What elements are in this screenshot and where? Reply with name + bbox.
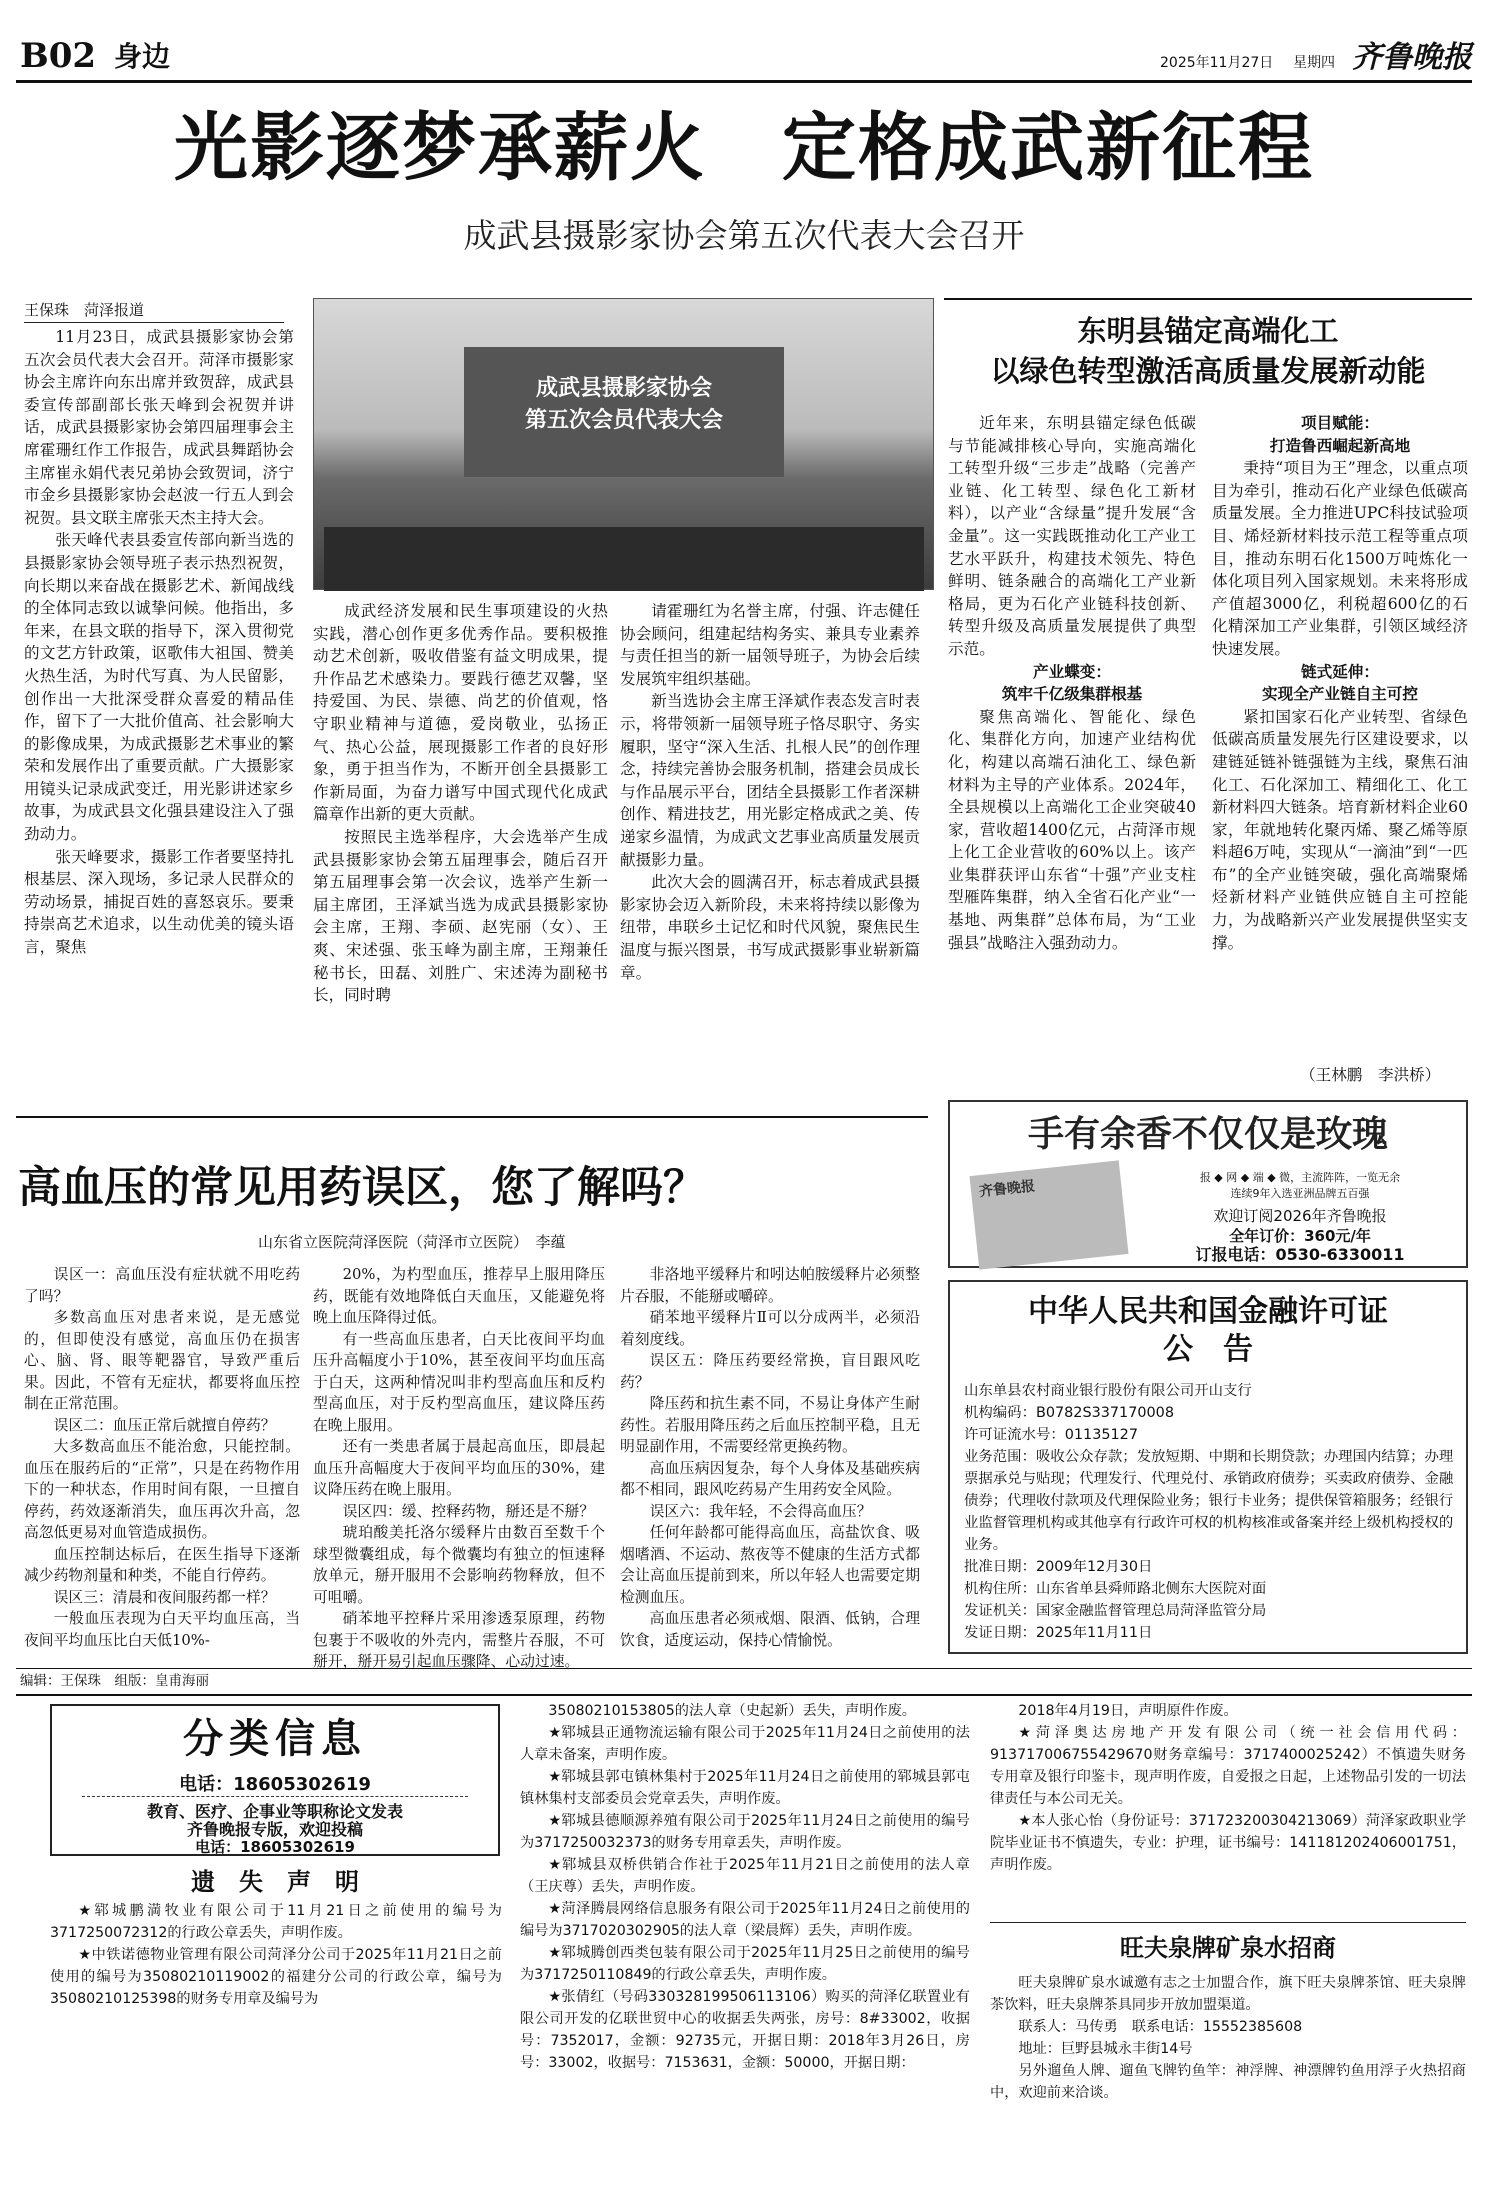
bp-paragraph: 误区五：降压药要经常换，盲目跟风吃药？ bbox=[620, 1352, 920, 1391]
recruit-ad-title: 旺夫泉牌矿泉水招商 bbox=[1120, 1934, 1336, 1962]
license-line: 业务范围：吸收公众存款；发放短期、中期和长期贷款；办理国内结算；办理票据承兑与贴现；代理发行、代理兑付、承销政府债券；买卖政府债券、金融债券；代理收付款项及代理保险业务；银行卡业务；提供保管箱服务；经银行业监督管理机构或其他享有行政许可权的机构核准或备案并经上级机构授权的业务。 bbox=[964, 1449, 1454, 1553]
ad-tagline-2: 连续9年入选亚洲品牌五百强 bbox=[1230, 1187, 1370, 1200]
bp-paragraph: 误区四：缓、控释药物，掰还是不掰？ bbox=[342, 1502, 595, 1520]
ad-tagline-1: 报 ◆ 网 ◆ 端 ◆ 微，主流阵阵，一览无余 bbox=[1199, 1171, 1401, 1184]
bp-column-2 bbox=[313, 1264, 605, 1670]
bp-title: 高血压的常见用药误区，您了解吗？ bbox=[18, 1163, 706, 1213]
photo-banner-text-2: 第五次会员代表大会 bbox=[524, 407, 723, 433]
bp-paragraph: 误区二：血压正常后就擅自停药？ bbox=[53, 1416, 276, 1434]
lead-byline: 王保珠 菏泽报道 bbox=[24, 299, 284, 323]
lead-paragraph: 请霍珊红为名誉主席，付强、许志健任协会顾问，组建起结构务实、兼具专业素养与责任担当的新一届领导班子，为协会后续发展筑牢组织基础。 bbox=[620, 602, 920, 688]
classified-line-2: 齐鲁晚报专版，欢迎投稿 bbox=[186, 1820, 363, 1839]
license-line: 山东单县农村商业银行股份有限公司开山支行 bbox=[964, 1383, 1252, 1399]
dongming-top-rule bbox=[944, 298, 1472, 300]
lead-title: 光影逐梦承薪火 定格成武新征程 bbox=[174, 105, 1314, 191]
ad-phone-line: 订报电话：0530-6330011 bbox=[1195, 1245, 1405, 1264]
photo-banner-text-1: 成武县摄影家协会 bbox=[535, 375, 712, 401]
lost-notice: ★郓城县德顺源养殖有限公司于2025年11月24日之前使用的编号为3717250032373的财务专用章丢失，声明作废。 bbox=[520, 1813, 970, 1851]
lost-notice: 3508021015380​5的法人章（史起新）丢失，声明作废。 bbox=[548, 1703, 916, 1719]
bp-paragraph: 误区三：清晨和夜间服药都一样？ bbox=[53, 1588, 276, 1606]
lost-notice: ★张倩红（号码33032819950​6113106）购买的菏泽亿联置业有限公司开发的亿联世贸中心的收据丢失两张，房号：8#33002，收据号：7352017，金额：92735元，开据日期：2018年3月26日，房号：33002，收据号：7153631，金额：50000，开据日期： bbox=[520, 1989, 970, 2071]
bp-column-1 bbox=[24, 1264, 300, 1654]
bp-paragraph: 降压药和抗生素不同，不易让身体产生耐药性。若服用降压药之后血压控制平稳，且无明显副作用，不需要经常更换药物。 bbox=[620, 1395, 920, 1455]
license-line: 批准日期：2009年12月30日 bbox=[964, 1559, 1153, 1575]
lead-photo bbox=[313, 298, 934, 590]
lost-notice: ★郓城县正通物流运输有限公司于2025年11月24日之前使用的法人章未备案，声明作废。 bbox=[520, 1725, 970, 1763]
lead-paragraph: 新当选协会主席王泽斌作表态发言时表示，将带领新一届领导班子恪尽职守、务实履职，坚守“深入生活、扎根人民”的创作理念，持续完善协会服务机制，搭建会员成长与作品展示平台，团结全县摄影工作者深耕创作、精进技艺，用光影定格成武之美、传递家乡温情，为成武文艺事业高质量发展贡献摄影力量。 bbox=[620, 692, 920, 869]
classified-line-1: 教育、医疗、企事业等职称论文发表 bbox=[146, 1802, 403, 1821]
license-notice bbox=[948, 1280, 1468, 1654]
bp-paragraph: 一般血压表现为白天平均血压高，当夜间平均血压比白天低10%- bbox=[24, 1610, 300, 1649]
classified-column-b bbox=[520, 1700, 970, 2170]
bp-paragraph: 高血压患者必须戒烟、限酒、低钠，合理饮食，适度运动，保持心情愉悦。 bbox=[620, 1610, 920, 1649]
classified-column-c bbox=[990, 1700, 1466, 1914]
subscription-ad bbox=[948, 1100, 1468, 1268]
recruit-ad-rule bbox=[990, 1922, 1466, 1923]
classified-line-3: 电话：18605302619 bbox=[195, 1838, 355, 1856]
ad-price-line: 全年订价：360元/年 bbox=[1229, 1227, 1371, 1245]
lost-notice: ★郓城县郭屯镇林集村于2025年11月24日之前使用的郓城县郭屯镇林集村支部委员会党章丢失，声明作废。 bbox=[520, 1769, 970, 1807]
bp-top-rule bbox=[16, 1116, 928, 1118]
lead-paragraph: 张天峰代表县委宣传部向新当选的县摄影家协会领导班子表示热烈祝贺，向长期以来奋战在摄影艺术、新闻战线的全体同志致以诚挚问候。他指出，多年来，在县文联的指导下，深入贯彻党的文艺方针政策，讴歌伟大祖国、赞美火热生活，为时代写真、为人民留影，创作出一大批深受群众喜爱的精品佳作，留下了一大批价值高、社会影响大的影像成果，为成武摄影艺术事业的繁荣和发展作出了重要贡献。广大摄影家用镜头记录成武变迁，用光影讲述家乡故事，为成武县文化强县建设注入了强劲动力。 bbox=[24, 531, 294, 844]
lost-notice: ★郓城鹏満牧业有限公司于11月21日之前使用的编号为3717250072312的行政公章丢失，声明作废。 bbox=[50, 1903, 502, 1941]
classified-rule bbox=[16, 1694, 1472, 1696]
bp-paragraph: 多数高血压对患者来说，是无感觉的，但即使没有感觉，高血压仍在损害心、脑、肾、眼等靶器官，导致严重后果。因此，不管有无症状，都要将血压控制在正常范围。 bbox=[24, 1309, 300, 1412]
dongming-column-a bbox=[948, 412, 1196, 1088]
bp-paragraph: 还有一类患者属于晨起高血压，即晨起血压升高幅度大于夜间平均血压的30%，建议降压药在晚上服用。 bbox=[313, 1438, 605, 1498]
license-line: 机构编码：B0782S337170008 bbox=[964, 1405, 1174, 1421]
lead-paragraph: 按照民主选举程序，大会选举产生成武县摄影家协会第五届理事会，随后召开第五届理事会第一次会议，选举产生新一届主席团，王泽斌当选为成武县摄影家协会主席，王翔、李硕、赵宪丽（女）、王爽、宋述强、张玉峰为副主席，王翔兼任秘书长，田磊、刘胜广、宋述涛为副秘书长，同时聘 bbox=[313, 827, 608, 1005]
ad-subscribe-line: 欢迎订阅2026年齐鲁晚报 bbox=[1213, 1207, 1387, 1225]
bp-author: 山东省立医院菏泽医院（菏泽市立医院） 李蕴 bbox=[258, 1233, 566, 1251]
lost-notice: ★中铁诺德物业管理有限公司菏泽分公司于2025年11月21日之前使用的编号为3508021011900​2的福建分公司的行政公章，编号为3508021012539​8的财务专用章及编号为 bbox=[50, 1947, 502, 2007]
recruit-ad-body bbox=[990, 1972, 1466, 2172]
bp-paragraph: 大多数高血压不能治愈，只能控制。血压在服药后的“正常”，只是在药物作用下的一种状态，作用时间有限，一旦擅自停药，药效逐渐消失，血压再次升高，忽高忽低更易对血管造成损伤。 bbox=[24, 1438, 300, 1541]
dongming-paragraph: 近年来，东明县锚定绿色低碳与节能减排核心导向，实施高端化工转型升级“三步走”战略（完善产业链、化工转型、绿色化工新材料），以产业“含绿量”提升发展“含金量”。这一实践既推动化工产业工艺水平跃升，构建技术领先、特色鲜明、链条融合的高端化工产业新格局，更为石化产业链科技创新、转型升级及高质量发展提供了典型示范。 bbox=[948, 414, 1196, 658]
bp-paragraph: 硝苯地平缓释片Ⅱ可以分成两半，必须沿着刻度线。 bbox=[620, 1309, 920, 1348]
license-body bbox=[964, 1380, 1454, 1644]
classified-header-box bbox=[50, 1704, 500, 1856]
lead-column-3 bbox=[620, 600, 920, 982]
classified-inner-rule bbox=[82, 1796, 468, 1797]
bp-paragraph: 血压控制达标后，在医生指导下逐渐减少药物剂量和种类，不能自行停药。 bbox=[24, 1545, 300, 1584]
bp-column-3 bbox=[620, 1264, 920, 1654]
issue-weekday: 星期四 bbox=[1293, 55, 1335, 71]
classified-column-a bbox=[50, 1900, 502, 2170]
issue-date: 2025年11月27日 bbox=[1160, 55, 1274, 71]
license-line: 许可证流水号：01135127 bbox=[964, 1427, 1138, 1443]
paper-logo: 齐鲁晚报 bbox=[1352, 40, 1472, 75]
ad-newspaper-logo: 齐鲁晚报 bbox=[978, 1178, 1036, 1201]
bp-paragraph: 琥珀酸美托洛尔缓释片由数百至数千个球型微囊组成，每个微囊均有独立的恒速释放单元，掰开服用不会影响药物释放，但不可咀嚼。 bbox=[313, 1524, 605, 1606]
bp-paragraph: 误区六：我年轻，不会得高血压？ bbox=[649, 1502, 872, 1520]
lost-notice: ★郓城腾创西类包装有限公司于2025年11月25日之前使用的编号为3717250110849的行政公章丢失，声明作废。 bbox=[520, 1945, 970, 1983]
dongming-subhead: 筑牢千亿级集群根基 bbox=[1001, 684, 1143, 704]
license-line: 发证机关：国家金融监督管理总局菏泽监管分局 bbox=[964, 1603, 1267, 1619]
lost-notice: ★菏泽腾晨网络信息服务有限公司于2025年11月24日之前使用的编号为3717020302905的法人章（梁晨辉）丢失，声明作废。 bbox=[520, 1901, 970, 1939]
lead-paragraph: 成武经济发展和民生事项建设的火热实践，潜心创作更多优秀作品。要积极推动艺术创新，吸收借鉴有益文明成果，提升作品艺术感染力。要践行德艺双馨，坚持爱国、为民、崇德、尚艺的价值观，恪守职业精神与道德，爱岗敬业，弘扬正气、热心公益，展现摄影工作者的良好形象，勇于担当作为，不断开创全县摄影工作新局面，为奋力谱写中国式现代化成武篇章作出新的更大贡献。 bbox=[313, 602, 608, 824]
bp-paragraph: 20%，为杓型血压，推荐早上服用降压药，既能有效地降低白天血压，又能避免将晚上血压降得过低。 bbox=[313, 1266, 605, 1326]
photo-table bbox=[324, 527, 924, 591]
dongming-title-2: 以绿色转型激活高质量发展新动能 bbox=[990, 354, 1426, 388]
editor-credits: 编辑：王保珠 组版：皇甫海丽 bbox=[20, 1673, 209, 1689]
dongming-paragraph: 紧扣国家石化产业转型、省绿色低碳高质量发展先行区建设要求，以建链延链补链强链为主线，聚焦石油化工、石化深加工、精细化工、化工新材料四大链条。培育新材料企业60家，年就地转化聚丙烯、聚乙烯等原料超6万吨，实现从“一滴油”到“一匹布”的全产业链突破，强化高端聚烯烃新材料产业链供应链自主可控能力，为战略新兴产业发展提供坚实支撑。 bbox=[1212, 707, 1468, 952]
recruit-ad-line: 联系人：马传勇 联系电话：15552385608 bbox=[1018, 2019, 1303, 2035]
dongming-subhead: 产业蝶变： bbox=[1033, 661, 1111, 681]
classified-title: 分类信息 bbox=[183, 1716, 367, 1762]
dongming-paragraph: 聚焦高端化、智能化、绿色化、集群化方向，加速产业结构优化，构建以高端石油化工、绿色新材料为主导的产业体系。2024年，全县规模以上高端化工企业突破40家，营收超1400亿元，占菏泽市规上化工企业营收的60%以上。该产业集群获评山东省“十强”产业支柱型雁阵集群，纳入全省石化产业“一基地、两集群”总体布局，为“工业强县”战略注入强劲动力。 bbox=[948, 707, 1196, 952]
bp-paragraph: 高血压病因复杂，每个人身体及基础疾病都不相同，跟风吃药易产生用药安全风险。 bbox=[620, 1459, 920, 1498]
dongming-column-b bbox=[1212, 412, 1468, 1062]
dongming-subhead: 打造鲁西崛起新高地 bbox=[1269, 435, 1411, 455]
license-subtitle: 公 告 bbox=[1163, 1332, 1253, 1367]
lead-column-2 bbox=[313, 600, 608, 1005]
recruit-ad-line: 地址：巨野县城永丰街14号 bbox=[1018, 2041, 1193, 2057]
classified-phone: 电话：18605302619 bbox=[179, 1774, 371, 1795]
license-line: 发证日期：2025年11月11日 bbox=[964, 1625, 1153, 1641]
editor-rule bbox=[16, 1668, 1472, 1669]
lost-notice: 2018年4月19日，声明原件作废。 bbox=[1018, 1703, 1238, 1719]
lost-notice: ★菏泽奥达房地产开发有限公司（统一社会信用代码：91371700675542967​0财务章编号：3717400025242）不慎遗失财务专用章及银行印鉴卡，现声明作废，自爱报之日起，上述物品引发的一切法律责任与本公司无关。 bbox=[990, 1725, 1466, 1807]
lead-paragraph: 11月23日，成武县摄影家协会第五次会员代表大会召开。菏泽市摄影家协会主席许向东出席并致贺辞，成武县委宣传部副部长张天峰到会祝贺并讲话，成武县摄影家协会第四届理事会主席霍珊红作工作报告，成武县舞蹈协会主席崔永娟代表兄弟协会致贺词，济宁市金乡县摄影家协会赵波一行五人到会祝贺。县文联主席张天杰主持大会。 bbox=[24, 328, 294, 527]
bp-paragraph: 任何年龄都可能得高血压，高盐饮食、吸烟嗜酒、不运动、熬夜等不健康的生活方式都会让高血压提前到来，所以年轻人也需要定期检测血压。 bbox=[620, 1524, 920, 1606]
lost-notice: ★本人张心怡（身份证号：37172320030421306​9）菏泽家政职业学院毕业证书不慎遗失，专业：护理，证书编号：14118120240600175​1，声明作废。 bbox=[990, 1813, 1466, 1873]
lost-notice: ★郓城县双桥供销合作社于2025年11月21日之前使用的法人章（王庆尊）丢失，声明作废。 bbox=[520, 1857, 970, 1895]
section-name: 身边 bbox=[114, 40, 171, 73]
page-number: B02 bbox=[20, 36, 97, 76]
dongming-subhead: 项目赋能： bbox=[1301, 413, 1379, 432]
license-title: 中华人民共和国金融许可证 bbox=[1028, 1294, 1388, 1329]
bp-paragraph: 硝苯地平控释片采用渗透泵原理，药物包裹于不吸收的外壳内，需整片吞服，不可掰开，掰开易引起血压骤降、心动过速。 bbox=[313, 1610, 605, 1670]
bp-paragraph: 误区一：高血压没有症状就不用吃药了吗？ bbox=[24, 1266, 300, 1305]
lead-subtitle: 成武县摄影家协会第五次代表大会召开 bbox=[463, 216, 1025, 255]
recruit-ad-line: 旺夫泉牌矿泉水诚邀有志之士加盟合作，旗下旺夫泉牌茶馆、旺夫泉牌茶饮料，旺夫泉牌茶具同步开放加盟渠道。 bbox=[990, 1975, 1466, 2013]
dongming-paragraph: 秉持“项目为王”理念，以重点项目为牵引，推动石化产业绿色低碳高质量发展。全力推进UPC科技试验项目、烯烃新材料技示范工程等重点项目，推动东明石化1500万吨炼化一体化项目列入国家规划。未来将形成产值超3000亿，利税超600亿的石化精深加工产业集群，引领区域经济快速发展。 bbox=[1212, 459, 1468, 658]
recruit-ad-line: 另外遛鱼人牌、遛鱼飞牌钓鱼竿：神浮牌、神漂牌钓鱼用浮子火热招商中，欢迎前来洽谈。 bbox=[990, 2063, 1466, 2101]
bp-paragraph: 非洛地平缓释片和吲达帕胺缓释片必须整片吞服，不能掰或嚼碎。 bbox=[620, 1266, 920, 1305]
ad-slogan: 手有余香不仅仅是玫瑰 bbox=[1027, 1114, 1388, 1155]
lead-paragraph: 此次大会的圆满召开，标志着成武县摄影家协会迈入新阶段，未来将持续以影像为纽带，串联乡土记忆和时代风貌，聚焦民生温度与振兴图景，书写成武摄影事业崭新篇章。 bbox=[620, 873, 920, 982]
dongming-subhead: 实现全产业链自主可控 bbox=[1262, 684, 1418, 704]
dongming-title-1: 东明县锚定高端化工 bbox=[1077, 314, 1339, 348]
header-rule bbox=[16, 80, 1472, 83]
lead-paragraph: 张天峰要求，摄影工作者要坚持扎根基层、深入现场，多记录人民群众的劳动场景，捕捉百姓的喜怒哀乐。要秉持崇高艺术追求，以生动优美的镜头语言，聚焦 bbox=[24, 847, 294, 957]
dongming-subhead: 链式延伸： bbox=[1301, 661, 1379, 681]
bp-paragraph: 有一些高血压患者，白天比夜间平均血压升高幅度小于10%，甚至夜间平均血压高于白天，这两种情况叫非杓型高血压和反杓型高血压，对于反杓型高血压，建议降压药在晚上服用。 bbox=[313, 1330, 605, 1434]
ad-newspaper-image bbox=[969, 1160, 1128, 1269]
dongming-signature: （王林鹏 李洪桥） bbox=[1300, 1066, 1441, 1084]
lost-notice-title: 遗 失 声 明 bbox=[191, 1868, 359, 1896]
license-line: 机构住所：山东省单县舜师路北侧东大医院对面 bbox=[964, 1581, 1267, 1597]
lead-column-1 bbox=[24, 326, 294, 957]
